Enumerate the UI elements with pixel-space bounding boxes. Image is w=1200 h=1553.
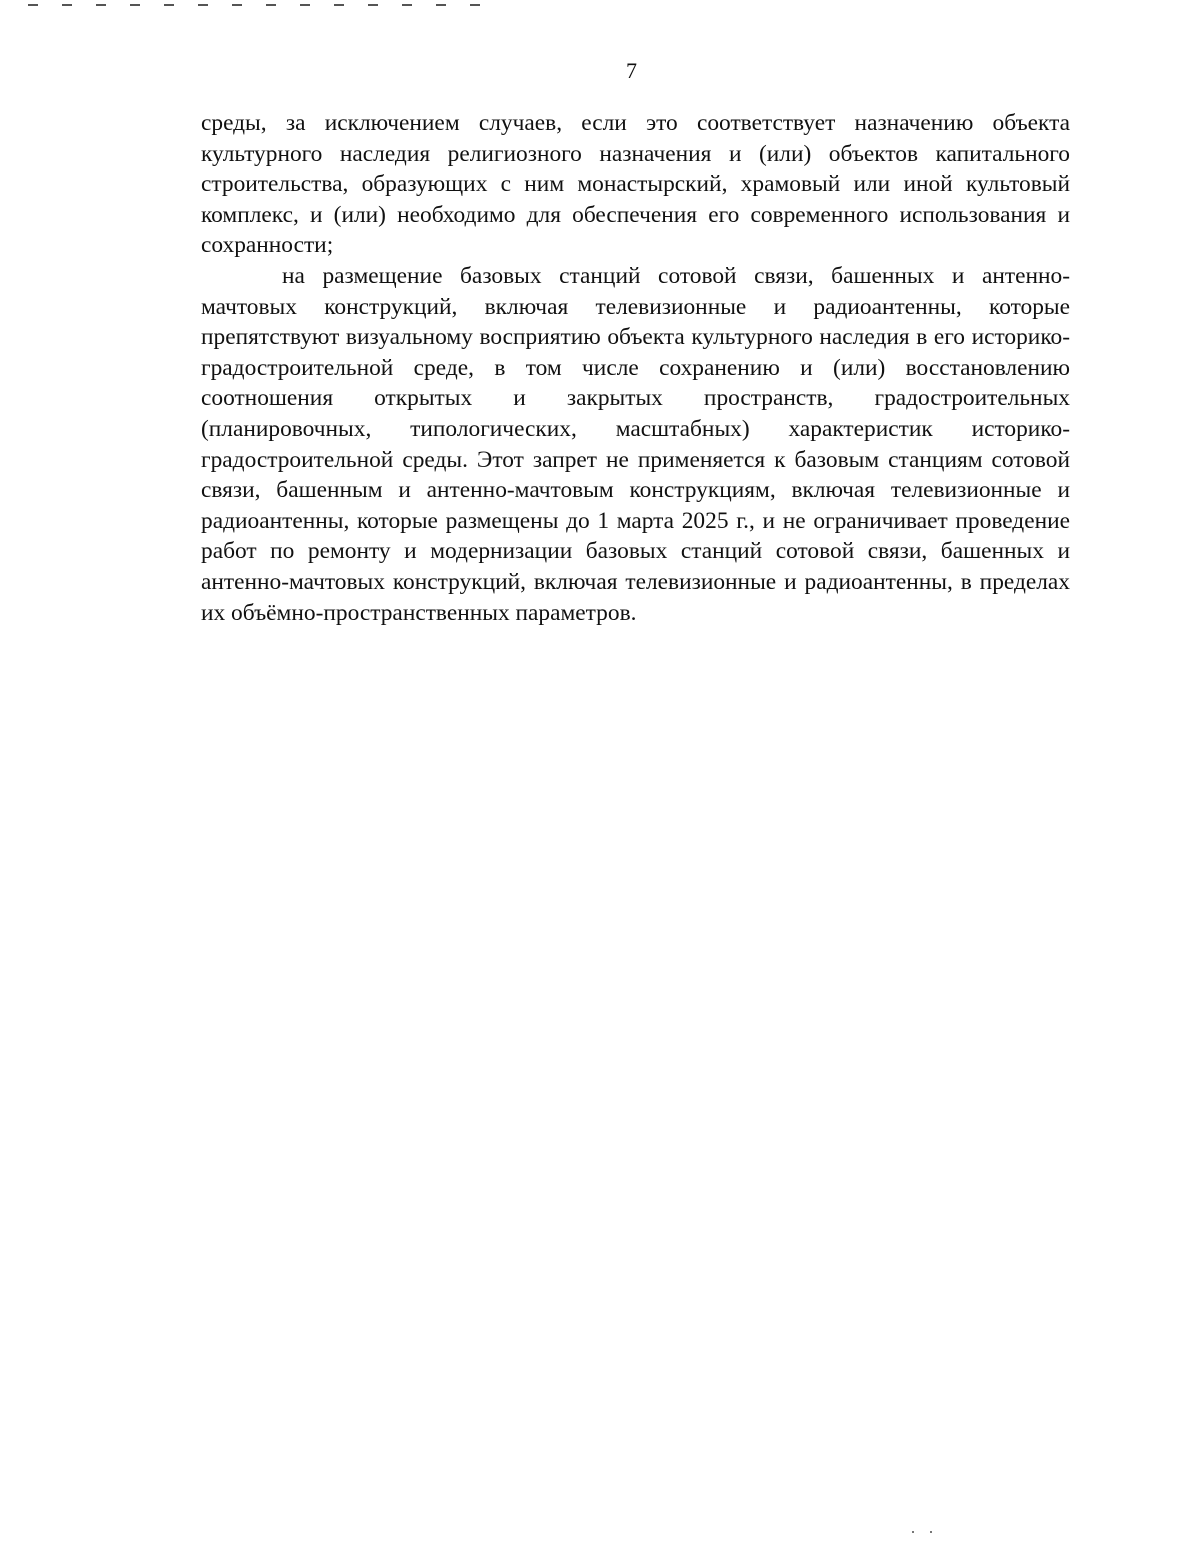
document-body xyxy=(201,108,1070,628)
scan-mark xyxy=(28,4,38,6)
scan-mark xyxy=(436,4,446,6)
scan-speck xyxy=(912,1531,914,1533)
paragraph-antenna-restriction: на размещение базовых станций сотовой связи, башенных и антенно-мачтовых конструкций, включая телевизионные и радиоантенны, которые препятствуют визуальному восприятию объекта культурного наследия в его историко-градостроительной среде, в том числе сохранению и (или) восстановлению соотношения открытых и закрытых пространств, градостроительных (планировочных, типологических, масштабных) характеристик историко-градостроительной среды. Этот запрет не применяется к базовым станциям сотовой связи, башенным и антенно-мачтовым конструкциям, включая телевизионные и радиоантенны, которые размещены до 1 марта 2025 г., и не ограничивает проведение работ по ремонту и модернизации базовых станций сотовой связи, башенных и антенно-мачтовых конструкций, включая телевизионные и радиоантенны, в пределах их объёмно-пространственных параметров. xyxy=(201,262,1070,626)
scan-specks xyxy=(912,1529,942,1535)
scan-mark xyxy=(300,4,310,6)
scan-mark xyxy=(198,4,208,6)
scan-mark xyxy=(232,4,242,6)
scan-mark xyxy=(368,4,378,6)
scan-mark xyxy=(266,4,276,6)
scan-mark xyxy=(62,4,72,6)
scan-edge-marks xyxy=(28,0,528,8)
page-number: 7 xyxy=(626,58,637,83)
scan-mark xyxy=(402,4,412,6)
scan-mark xyxy=(334,4,344,6)
scan-mark xyxy=(130,4,140,6)
scan-speck xyxy=(930,1531,932,1533)
scan-mark xyxy=(164,4,174,6)
scan-mark xyxy=(96,4,106,6)
paragraph-continuation: среды, за исключением случаев, если это соответствует назначению объекта культурного наследия религиозного назначения и (или) объектов капитального строительства, образующих с ним монастырский, храмовый или иной культовый комплекс, и (или) необходимо для обеспечения его современного использования и сохранности; xyxy=(201,110,1070,259)
scan-mark xyxy=(470,4,480,6)
